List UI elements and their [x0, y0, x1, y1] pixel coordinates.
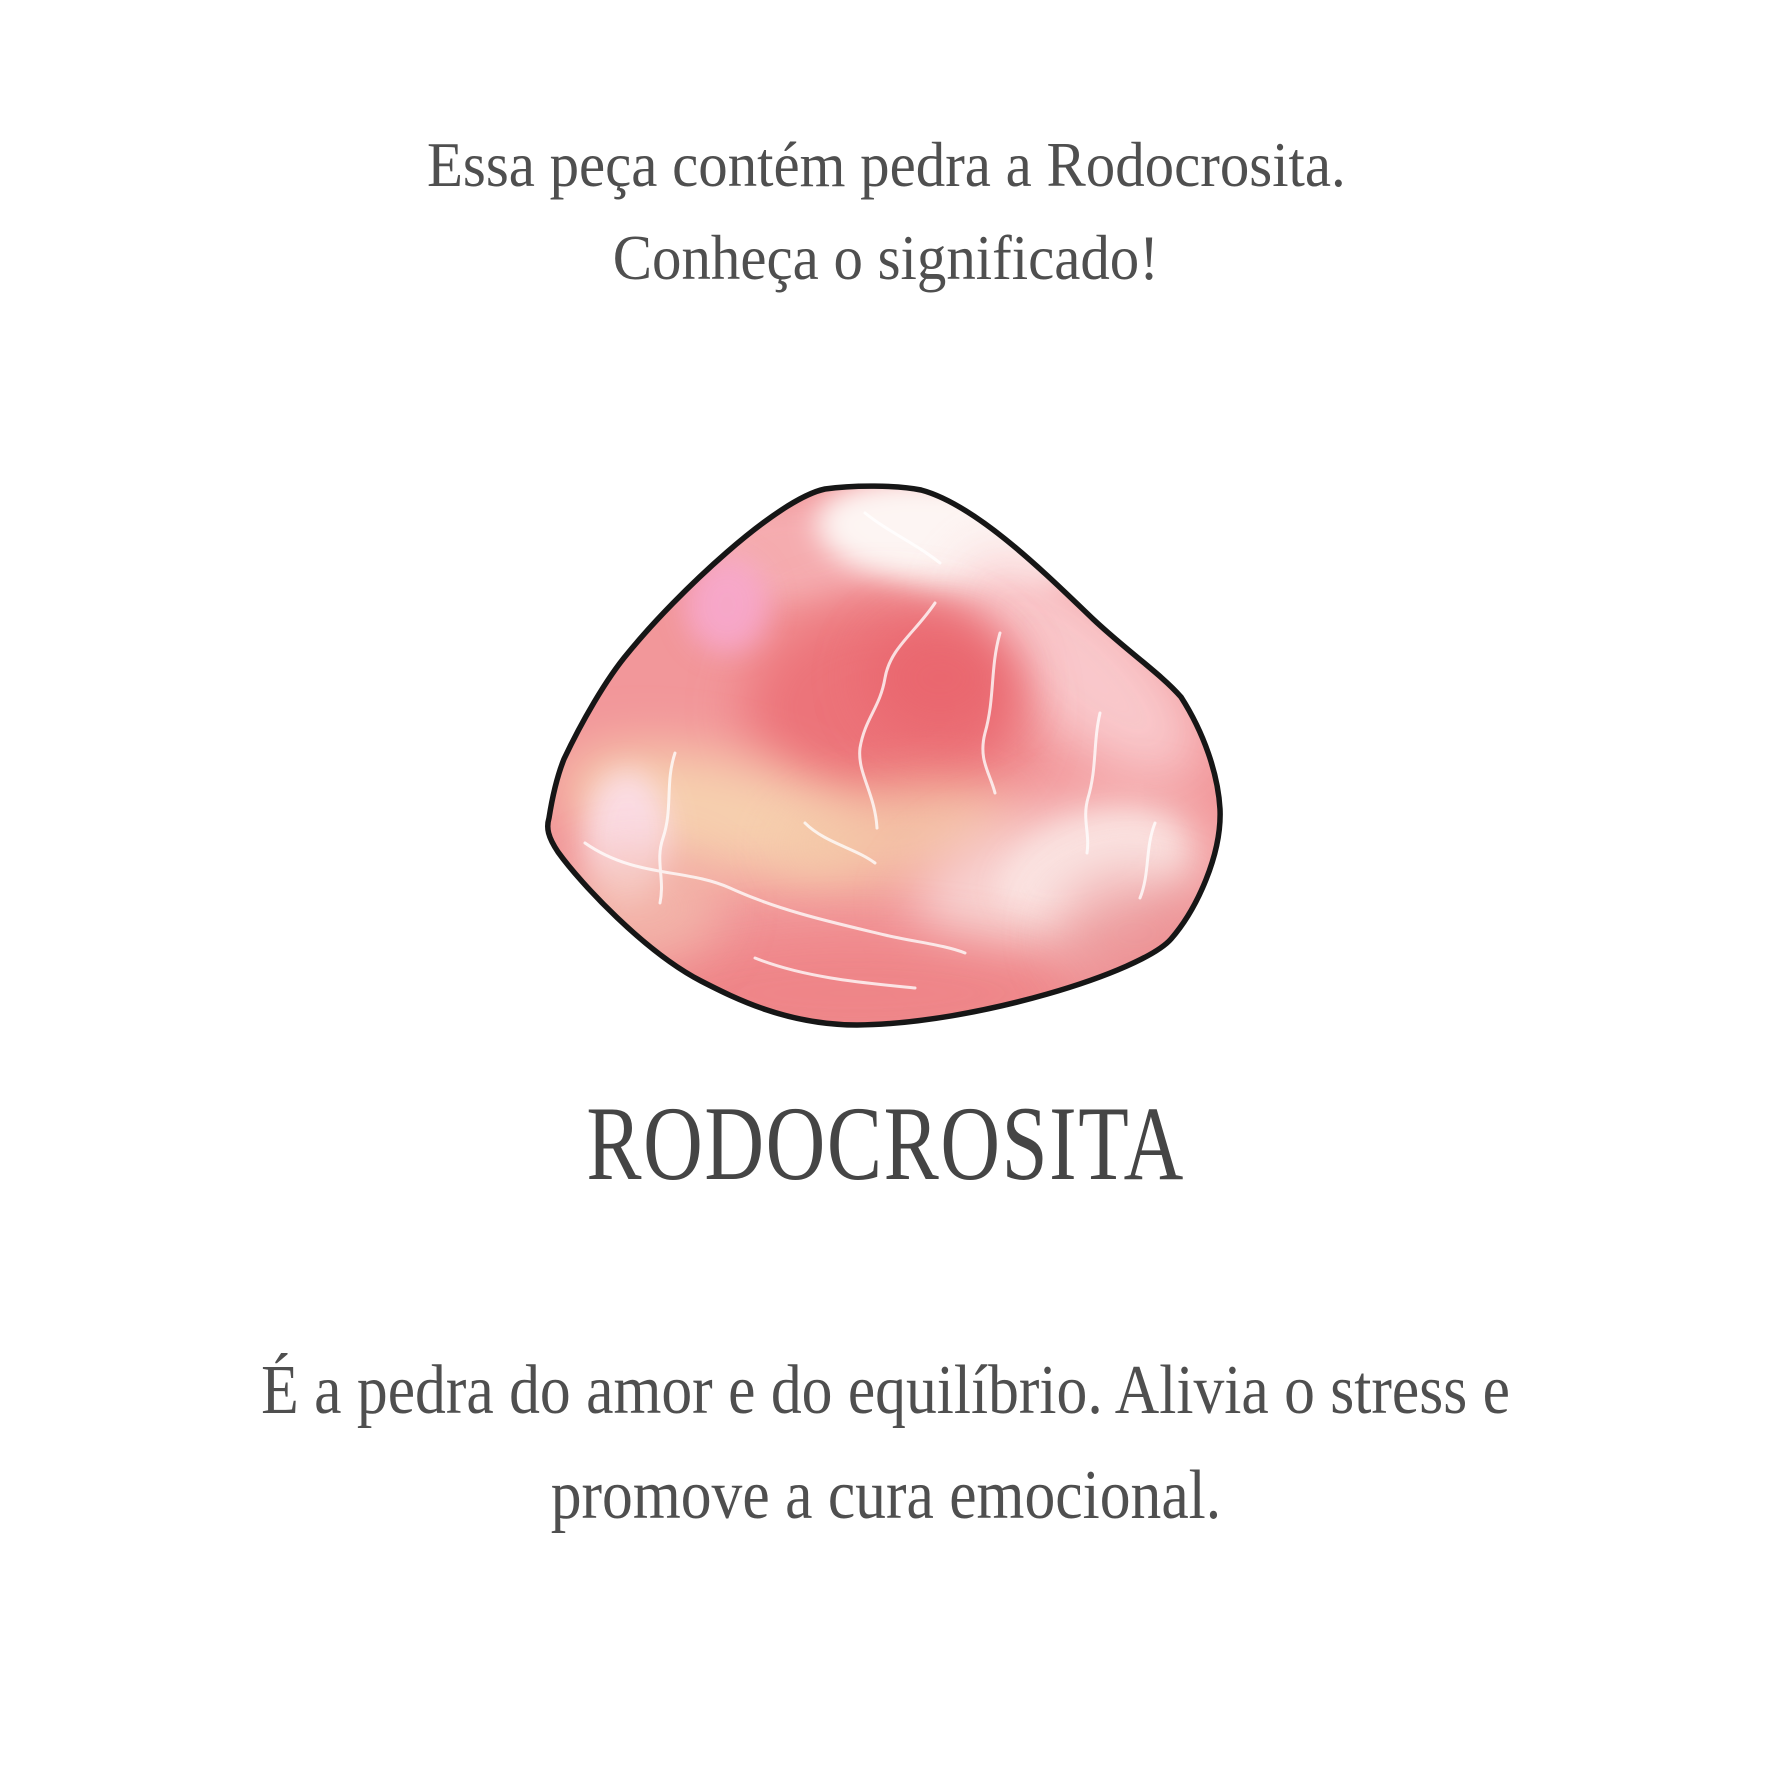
stone-magenta-spot: [685, 557, 769, 653]
stone-bottom-left-peach: [555, 853, 725, 963]
stone-description: [0, 1338, 1772, 1548]
intro-line-1: Essa peça contém pedra a Rodocrosita.: [426, 129, 1346, 200]
intro-line-2: Conheça o significado!: [612, 222, 1160, 293]
stone-svg: [545, 483, 1225, 1033]
description-line-2: promove a cura emocional.: [550, 1457, 1222, 1534]
intro-text: [0, 118, 1772, 304]
stone-name-text: RODOCROSITA: [586, 1085, 1186, 1202]
stone-name-heading: [0, 1080, 1772, 1207]
description-line-1: É a pedra do amor e do equilíbrio. Alivia o stress e: [261, 1352, 1511, 1429]
stone-right-shadow: [1055, 873, 1215, 993]
rhodochrosite-stone-illustration: [545, 483, 1225, 1033]
